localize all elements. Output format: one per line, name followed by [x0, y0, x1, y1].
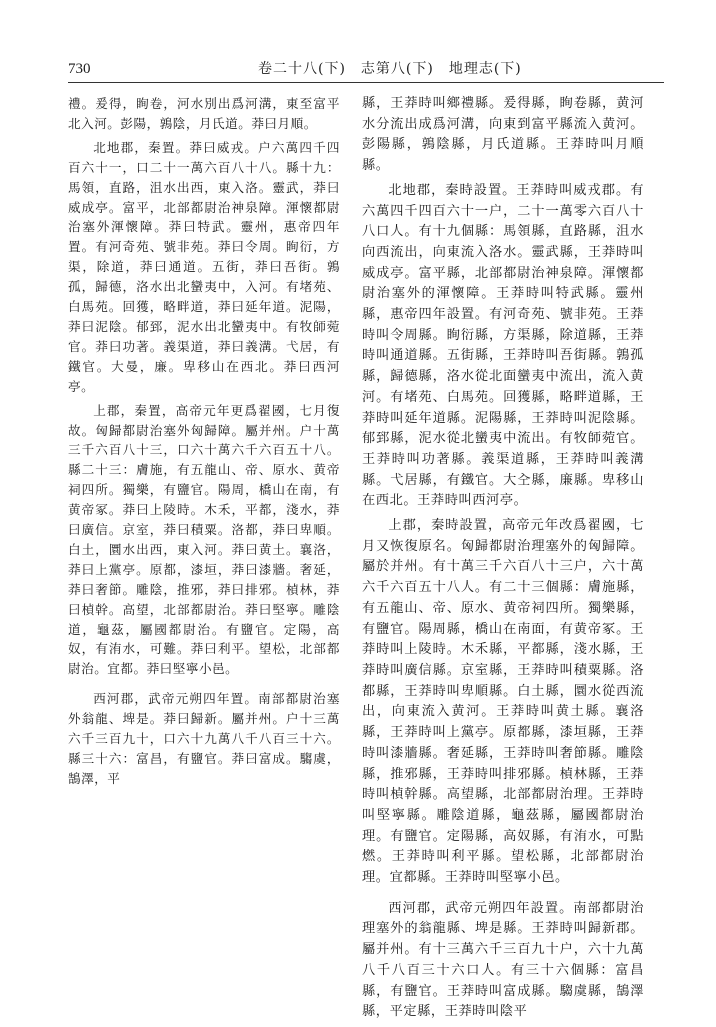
running-title: 卷二十八(下) 志第八(下) 地理志(下) [258, 61, 522, 77]
paragraph-shang-commandery: 上郡，秦時設置，高帝元年改爲翟國，七月又恢復原名。匈歸都尉治理塞外的匈歸障。屬於并州。有十萬三千六百八十三户，六十萬六千六百五十八人。有二十三個縣：膚施縣，有五龍山、帝、原水、黄帝祠四所。獨樂縣，有鹽官。陽周縣，橋山在南面，有黄帝冢。王莽時叫上陵時。木禾縣，平都縣，淺水縣，王莽時叫廣信縣。京室縣，王莽時叫積粟縣。洛都縣，王莽時叫卑順縣。白土縣，圜水從西流出，向東流入黄河。王莽時叫黄土縣。襄洛縣，王莽時叫上黨亭。原都縣，漆垣縣，王莽時叫漆牆縣。奢延縣，王莽時叫奢節縣。雕陰縣，推邪縣，王莽時叫排邪縣。楨林縣，王莽時叫楨幹縣。高望縣，北部都尉治理。王莽時叫堅寧縣。雕陰道縣，龜茲縣，屬國都尉治理。有鹽官。定陽縣，高奴縣，有洧水，可點燃。王莽時叫利平縣。望松縣，北部都尉治理。宜都縣。王莽時叫堅寧小邑。 [362, 518, 644, 886]
paragraph-beidi-commandery: 北地郡，秦置。莽曰威戎。户六萬四千四百六十一，口二十一萬六百八十八。縣十九：馬領，直路，沮水出西，東入洛。靈武，莽曰威成亭。富平，北部都尉治神泉障。渾懷都尉治塞外渾懷障。莽曰特武。靈州，惠帝四年置。有河奇苑、號非苑。莽曰令周。眴衍，方渠，除道，莽曰通道。五街，莽曰吾街。鶉孤，歸德，洛水出北蠻夷中，入河。有堵苑、白馬苑。回獲，略畔道，莽曰延年道。泥陽，莽曰泥陰。郁郅，泥水出北蠻夷中。有牧師菀官。莽曰功著。義渠道，莽曰義溝。弋居，有鐵官。大曼，廉。卑移山在西北。莽曰西河亭。 [68, 139, 340, 394]
original-text-column [68, 94, 340, 793]
header-rule [68, 82, 664, 83]
paragraph-shang-commandery: 上郡，秦置，高帝元年更爲翟國，七月復故。匈歸都尉治塞外匈歸障。屬并州。户十萬三千六百八十三，口六十萬六千六百五十八。縣二十三：膚施，有五龍山、帝、原水、黄帝祠四所。獨樂，有鹽官。陽周，橋山在南，有黄帝冢。莽曰上陵時。木禾，平都，淺水，莽曰廣信。京室，莽曰積粟。洛都，莽曰卑順。白土，圜水出西，東入河。莽曰黄土。襄洛，莽曰上黨亭。原都，漆垣，莽曰漆牆。奢延，莽曰奢節。雕陰，推邪，莽曰排邪。楨林，莽曰楨幹。高望，北部都尉治。莽曰堅寧。雕陰道，龜茲，屬國都尉治。有鹽官。定陽，高奴，有洧水，可難。莽曰利平。望松，北部都尉治。宜都。莽曰堅寧小邑。 [68, 402, 340, 677]
paragraph-continued: 縣，王莽時叫鄉禮縣。爰得縣，眴卷縣，黄河水分流出成爲河溝，向東到富平縣流入黄河。彭陽縣，鶉陰縣，月氏道縣。王莽時叫月順縣。 [362, 96, 644, 174]
paragraph-xihe-commandery: 西河郡，武帝元朔四年設置。南部都尉治理塞外的翁龍縣、埤是縣。王莽時叫歸新郡。屬并州。有十三萬六千三百九十户，六十九萬八千八百三十六口人。有三十六個縣：富昌縣，有鹽官。王莽時叫富成縣。騶虞縣，鵠澤縣，平定縣，王莽時叫陰平 [362, 900, 644, 1020]
page-header [68, 58, 664, 80]
paragraph-xihe-commandery: 西河郡，武帝元朔四年置。南部都尉治塞外翁龍、埤是。莽曰歸新。屬并州。户十三萬六千三百九十，口六十九萬八千八百三十六。縣三十六：富昌，有鹽官。莽曰富成。騶虞，鵠澤，平 [68, 691, 340, 786]
paragraph-beidi-commandery: 北地郡，秦時設置。王莽時叫威戎郡。有六萬四千四百六十一户，二十一萬零六百八十八口人。有十九個縣：馬領縣，直路縣，沮水向西流出，向東流入洛水。靈武縣，王莽時叫威成亭。富平縣，北部都尉治神泉障。渾懷都尉治塞外的渾懷障。王莽時叫特武縣。靈州縣，惠帝四年設置。有河奇苑、號非苑。王莽時叫令周縣。眴衍縣，方渠縣，除道縣，王莽時叫通道縣。五街縣，王莽時叫吾街縣。鶉孤縣，歸德縣，洛水從北面蠻夷中流出，流入黄河。有堵苑、白馬苑。回獲縣，略畔道縣，王莽時叫延年道縣。泥陽縣，王莽時叫泥陰縣。郁郅縣，泥水從北蠻夷中流出。有牧師菀官。王莽時叫功著縣。義渠道縣，王莽時叫義溝縣。弋居縣，有鐵官。大㒰縣，廉縣。卑移山在西北。王莽時叫西河亭。 [362, 182, 644, 509]
paragraph-continued: 禮。爰得，眴卷，河水別出爲河溝，東至富平北入河。彭陽，鶉陰，月氏道。莽曰月順。 [68, 96, 340, 131]
page-number: 730 [68, 61, 91, 77]
translation-column [362, 94, 644, 1027]
